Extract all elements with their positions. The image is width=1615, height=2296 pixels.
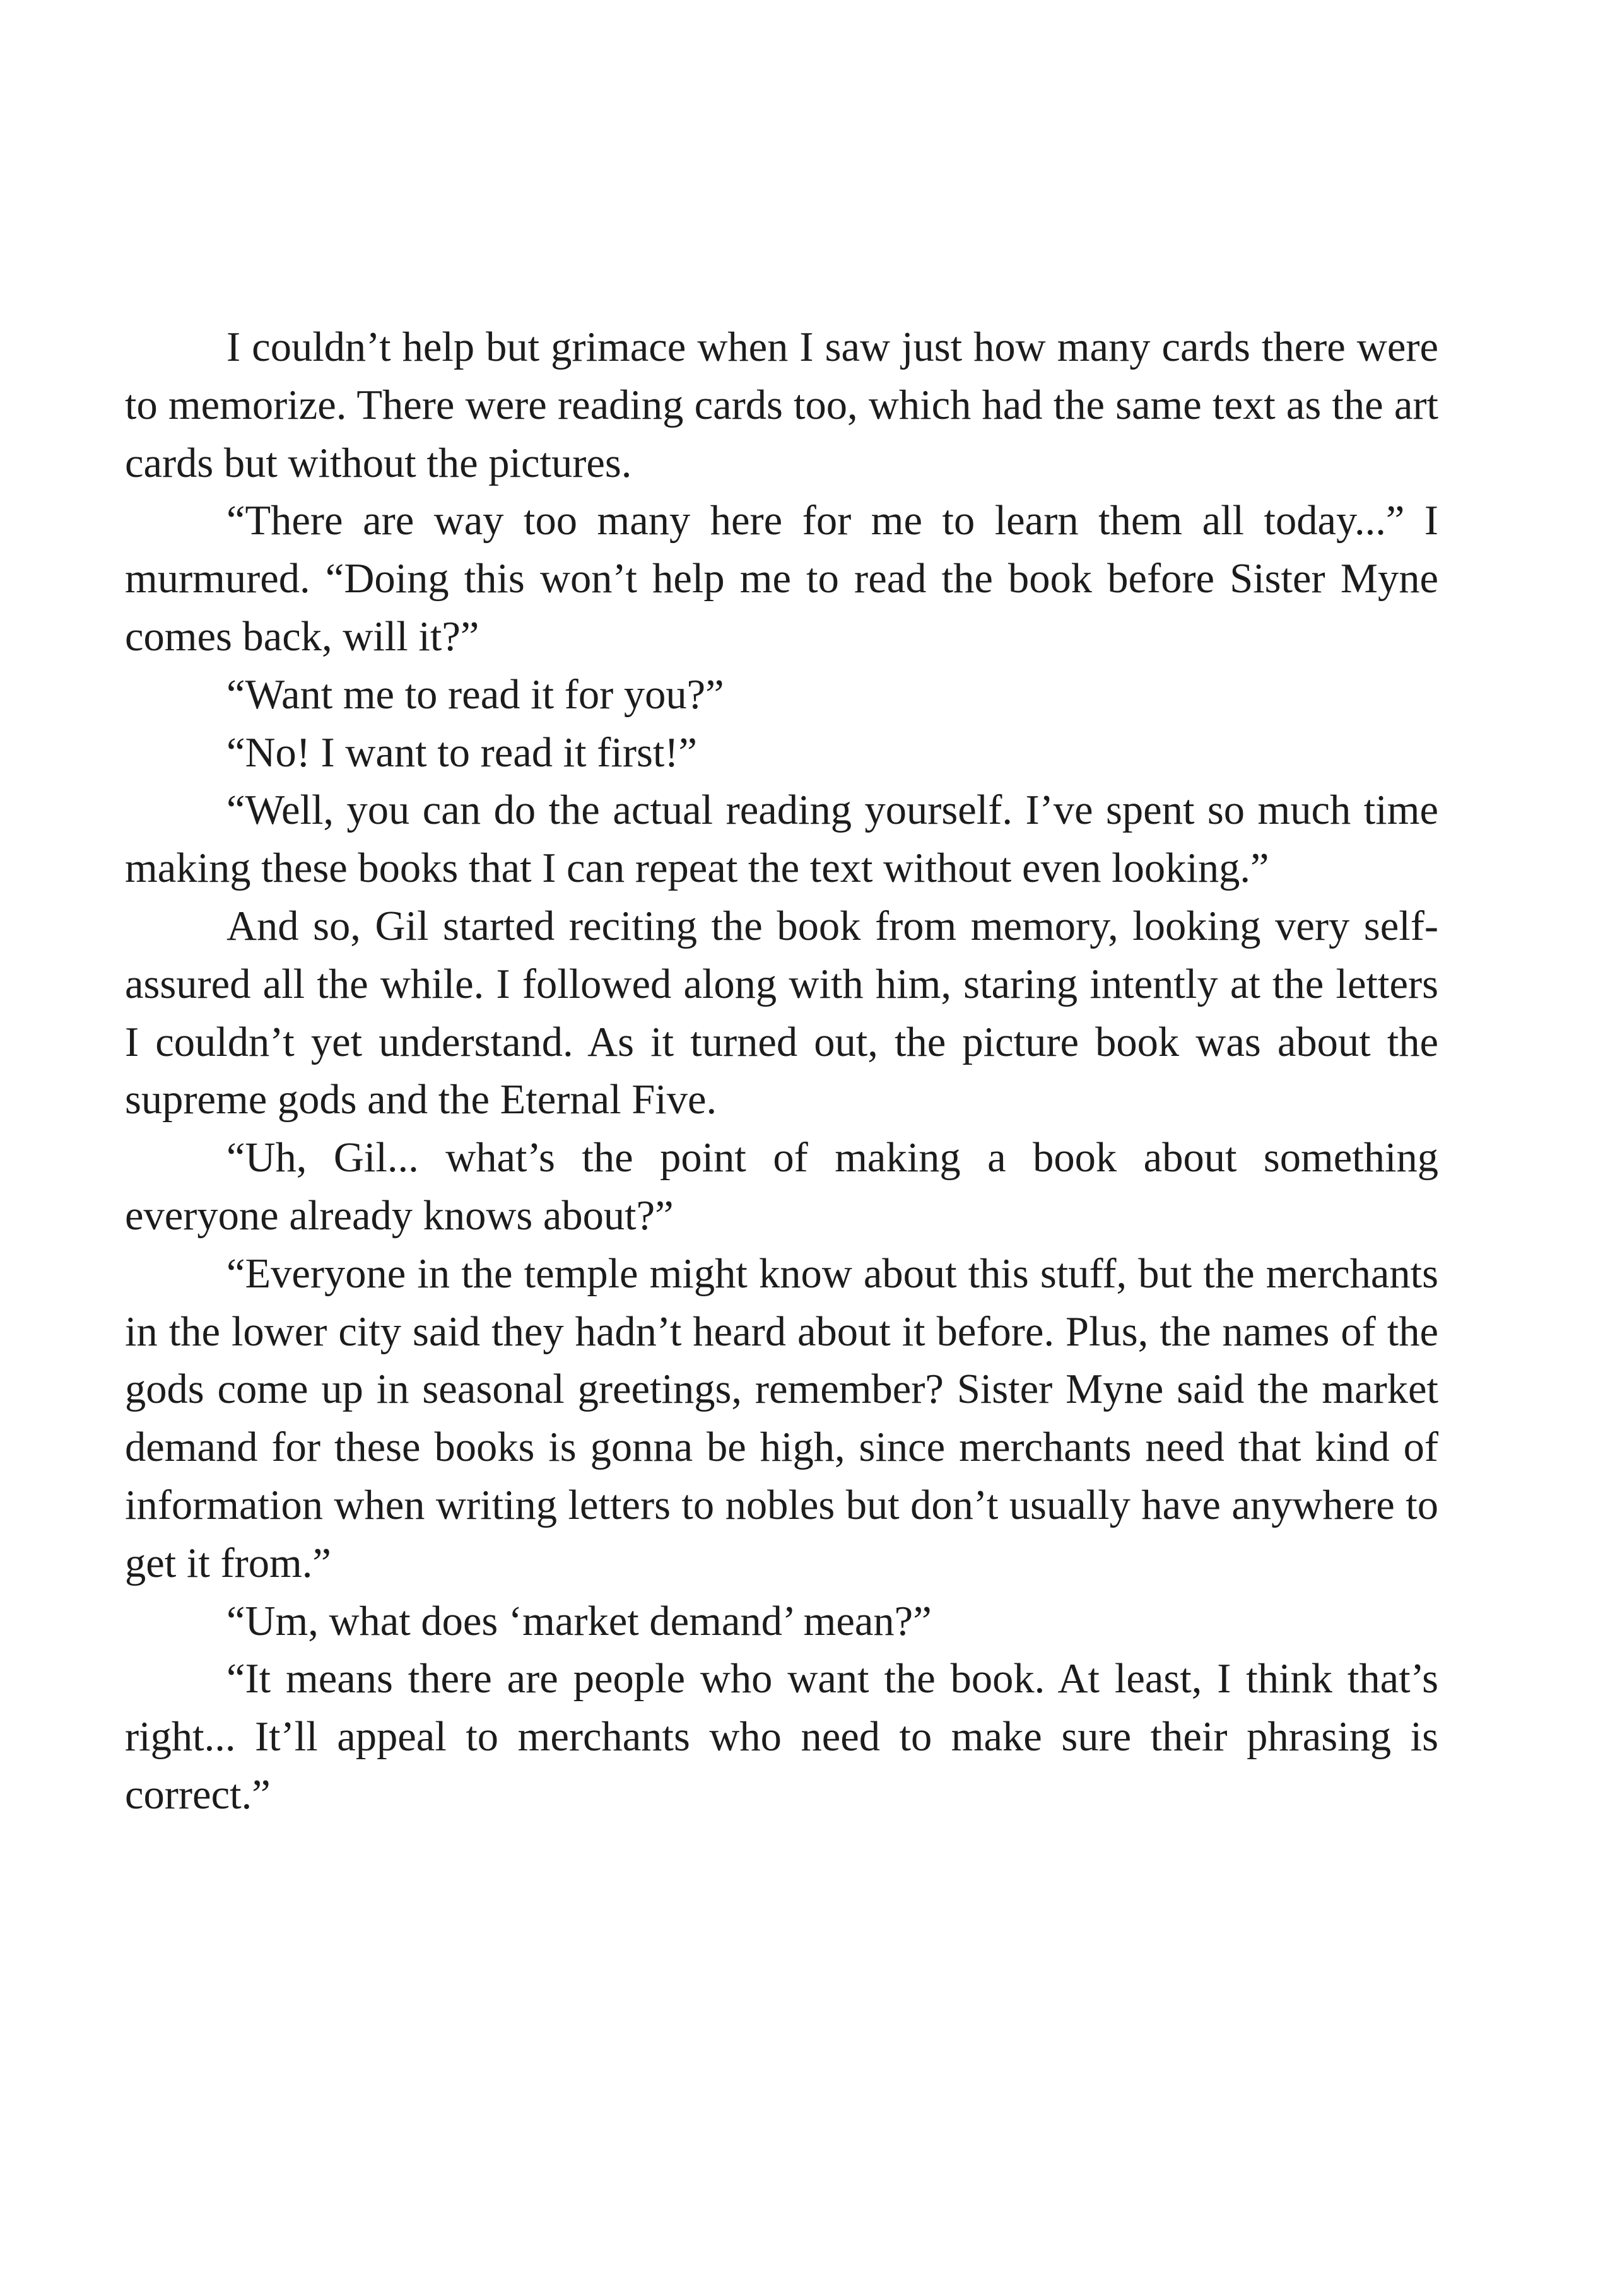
paragraph: “Well, you can do the actual reading yourself. I’ve spent so much time making these books that I can repeat the text without even looking.”	[125, 787, 1438, 892]
paragraph: “Um, what does ‘market demand’ mean?”	[226, 1598, 932, 1644]
paragraph: “Want me to read it for you?”	[226, 671, 724, 718]
paragraph: “It means there are people who want the book. At least, I think that’s right... It’ll appeal to merchants who need to make sure their phrasing is correct.”	[125, 1656, 1438, 1818]
paragraph: “No! I want to read it first!”	[226, 729, 697, 776]
body-text	[125, 319, 1438, 1824]
paragraph: “There are way too many here for me to learn them all today...” I murmured. “Doing this won’t help me to read the book before Sister Myne comes back, will it?”	[125, 498, 1438, 660]
paragraph: I couldn’t help but grimace when I saw just how many cards there were to memorize. There were reading cards too, which had the same text as the art cards but without the pictures.	[125, 324, 1438, 486]
paragraph: And so, Gil started reciting the book from memory, looking very self-assured all the while. I followed along with him, staring intently at the letters I couldn’t yet understand. As it turned out, the picture book was about the supreme gods and the Eternal Five.	[125, 903, 1438, 1123]
paragraph: “Uh, Gil... what’s the point of making a book about something everyone already knows about?”	[125, 1135, 1438, 1239]
paragraph: “Everyone in the temple might know about this stuff, but the merchants in the lower city said they hadn’t heard about it before. Plus, the names of the gods come up in seasonal greetings, remember? Sister Myne said the market demand for these books is gonna be high, since merchants need that kind of information when writing letters to nobles but don’t usually have anywhere to get it from.”	[125, 1250, 1438, 1586]
